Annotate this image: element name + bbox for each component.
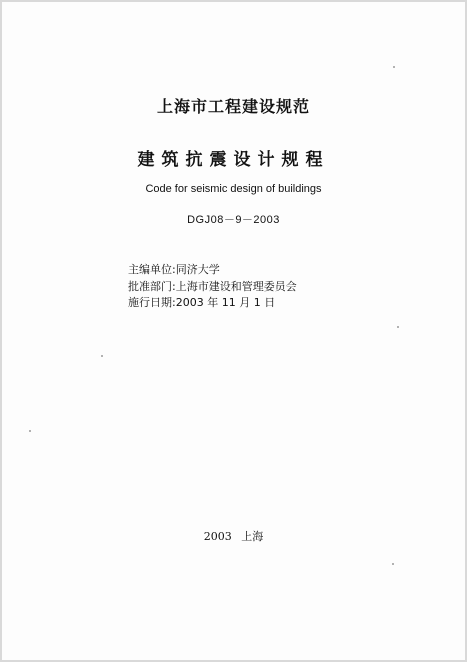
effective-date-row <box>128 295 297 312</box>
page-edge-top <box>0 0 467 2</box>
chief-editor-label: 主编单位 <box>128 263 172 276</box>
approving-authority-row <box>128 279 297 296</box>
document-title: 建筑抗震设计规程 <box>137 150 330 170</box>
scan-speck <box>392 563 394 565</box>
approving-authority-value: 上海市建设和管理委员会 <box>175 279 297 293</box>
scan-speck <box>393 66 395 68</box>
approving-authority-label: 批准部门 <box>128 279 172 293</box>
scan-speck <box>397 326 399 328</box>
publication-info <box>128 262 297 312</box>
chief-editor-value: 同济大学 <box>175 263 220 276</box>
label-separator: : <box>172 263 176 276</box>
label-separator: : <box>172 296 176 309</box>
effective-date-label: 施行日期 <box>128 296 172 309</box>
document-code: DGJ08－9－2003 <box>187 214 280 226</box>
publication-footer: 2003 上海 <box>203 530 264 543</box>
series-title: 上海市工程建设规范 <box>156 97 310 116</box>
chief-editor-row <box>128 262 297 279</box>
english-title: Code for seismic design of buildings <box>145 183 322 195</box>
scan-speck <box>29 430 31 432</box>
effective-date-value: 2003 年 11 月 1 日 <box>175 296 276 309</box>
label-separator: : <box>172 279 176 293</box>
scan-speck <box>101 355 103 357</box>
